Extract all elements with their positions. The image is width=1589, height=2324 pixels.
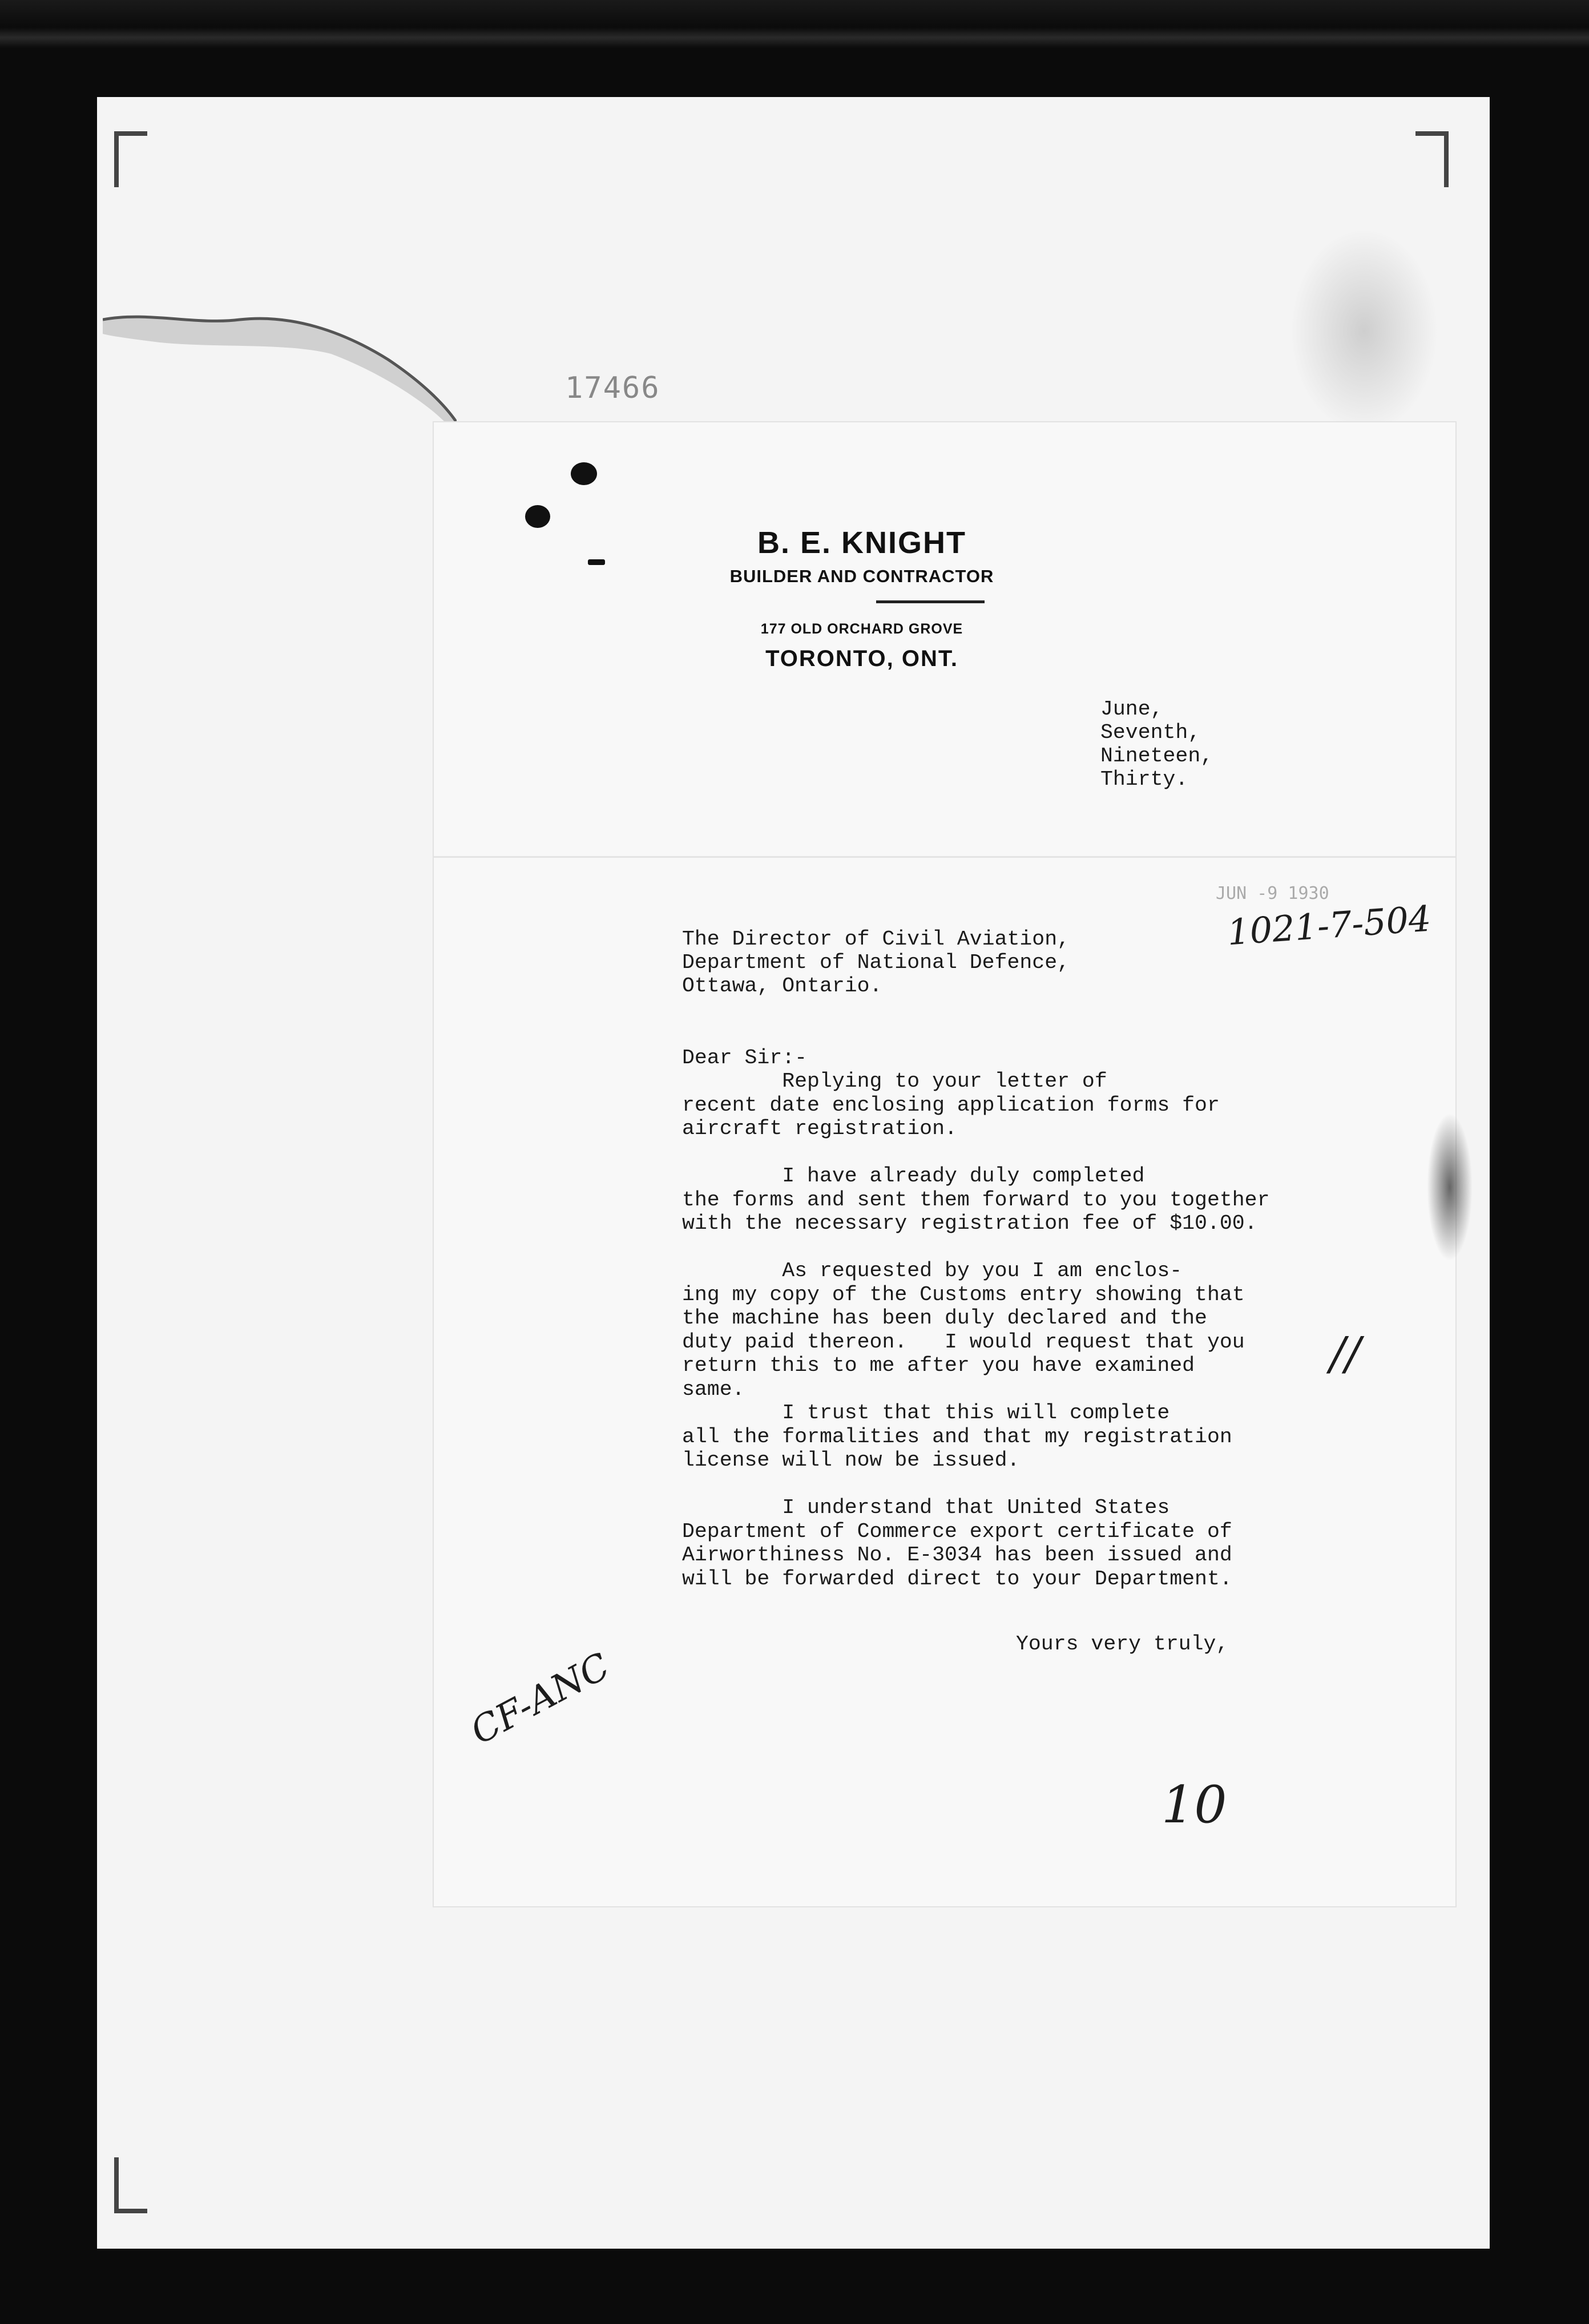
corner-bracket-top-left — [114, 131, 147, 187]
handwritten-margin-mark: // — [1330, 1327, 1361, 1380]
body-line: As requested by you I am enclos- — [682, 1259, 1183, 1282]
handwritten-page-mark: 10 — [1161, 1775, 1227, 1835]
body-line: I understand that United States — [682, 1496, 1170, 1519]
punch-hole — [525, 505, 550, 528]
handwritten-file-number: 1021-7-504 — [1225, 897, 1433, 954]
body-line: I trust that this will complete — [682, 1401, 1170, 1425]
body-line: Department of Commerce export certificate of — [682, 1519, 1232, 1543]
punch-hole — [571, 462, 597, 485]
torn-paper-fragment — [103, 308, 457, 422]
film-border-top — [0, 0, 1589, 68]
body-line: return this to me after you have examined — [682, 1354, 1195, 1377]
body-line: aircraft registration. — [682, 1117, 957, 1140]
handwritten-registration: CF-ANC — [464, 1645, 617, 1753]
corner-bracket-top-right — [1415, 131, 1449, 187]
body-line: ing my copy of the Customs entry showing that — [682, 1282, 1245, 1306]
edge-shadow — [1427, 1113, 1473, 1261]
closing: Yours very truly, — [1016, 1632, 1229, 1656]
recipient-line: The Director of Civil Aviation, — [682, 927, 1070, 951]
body-line: Replying to your letter of — [682, 1070, 1107, 1093]
body-line: recent date enclosing application forms for — [682, 1093, 1220, 1117]
letterhead-name: B. E. KNIGHT — [757, 526, 966, 560]
body-line: same. — [682, 1377, 745, 1401]
paper-fold-line — [434, 856, 1455, 858]
date-line: June, — [1100, 697, 1163, 721]
date-line: Seventh, — [1100, 721, 1201, 744]
body-line: the forms and sent them forward to you together — [682, 1188, 1270, 1212]
faint-date-stamp: JUN -9 1930 — [1216, 883, 1329, 903]
body-line: duty paid thereon. I would request that you — [682, 1330, 1245, 1354]
corner-bracket-bottom-left — [114, 2157, 147, 2213]
body-line: all the formalities and that my registration — [682, 1425, 1232, 1449]
body-line: Airworthiness No. E-3034 has been issued and — [682, 1543, 1232, 1567]
date-line: Thirty. — [1100, 768, 1188, 791]
received-stamp-number: 17466 — [565, 371, 660, 405]
letterhead-rule — [876, 600, 985, 603]
body-line: I have already duly completed — [682, 1164, 1145, 1188]
body-line: the machine has been duly declared and the — [682, 1306, 1207, 1330]
body-line: will be forwarded direct to your Department. — [682, 1567, 1232, 1591]
paper-stain — [1290, 228, 1438, 434]
letterhead-address: 177 OLD ORCHARD GROVE — [760, 621, 963, 637]
body-line: license will now be issued. — [682, 1449, 1020, 1472]
date-line: Nineteen, — [1100, 744, 1213, 768]
salutation: Dear Sir:- — [682, 1046, 808, 1070]
letterhead-role: BUILDER AND CONTRACTOR — [729, 566, 994, 586]
recipient-line: Department of National Defence, — [682, 951, 1070, 974]
body-line: with the necessary registration fee of $10.00. — [682, 1212, 1257, 1235]
recipient-line: Ottawa, Ontario. — [682, 974, 882, 998]
letterhead-city: TORONTO, ONT. — [765, 646, 958, 671]
